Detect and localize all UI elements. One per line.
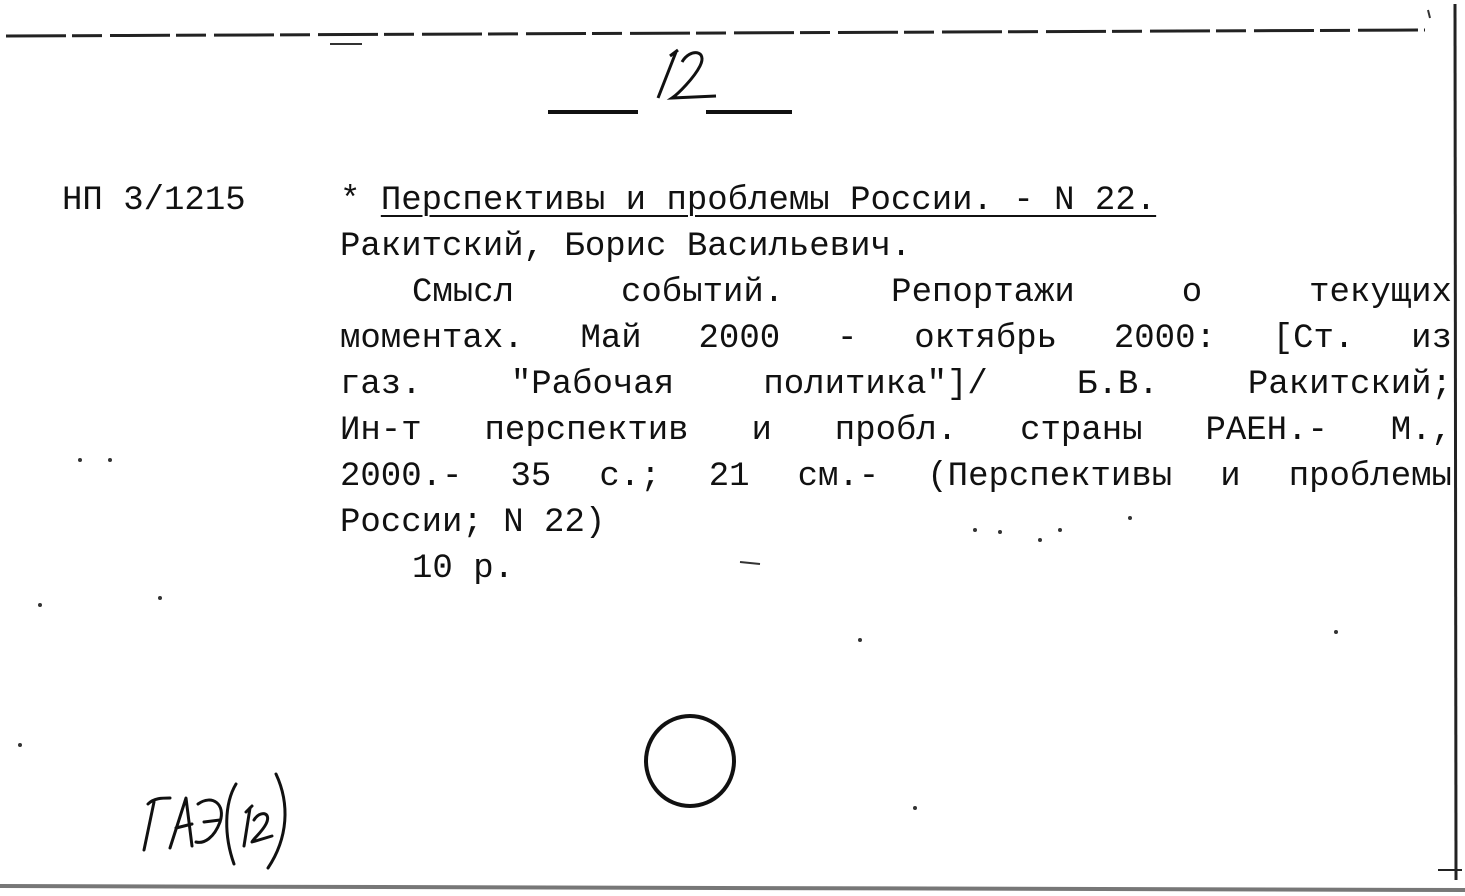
series-title: Перспективы и проблемы России. - N 22.	[380, 182, 1157, 220]
price: 10 р.	[412, 550, 515, 588]
description-line: 2000.- 35 с.; 21 см.- (Перспективы и проблемы	[340, 458, 1452, 496]
bibliographic-entry	[340, 178, 1452, 592]
handwritten-note	[140, 764, 300, 874]
description-line: газ. "Рабочая политика"]/ Б.В. Ракитский;	[340, 366, 1452, 404]
description-line: России; N 22)	[340, 504, 606, 542]
shelfmark: НП 3/1215	[62, 182, 246, 220]
series-heading	[340, 178, 1452, 224]
description-line: Смысл событий. Репортажи о текущих	[412, 274, 1452, 312]
description-line: Ин-т перспектив и пробл. страны РАЕН.- М.,	[340, 412, 1452, 450]
circle-stamp	[644, 714, 736, 808]
page-number	[540, 40, 800, 130]
description	[340, 270, 1452, 546]
description-line: моментах. Май 2000 - октябрь 2000: [Ст. из	[340, 320, 1452, 358]
heading-marker: *	[340, 182, 381, 220]
author-heading: Ракитский, Борис Васильевич.	[340, 228, 912, 266]
